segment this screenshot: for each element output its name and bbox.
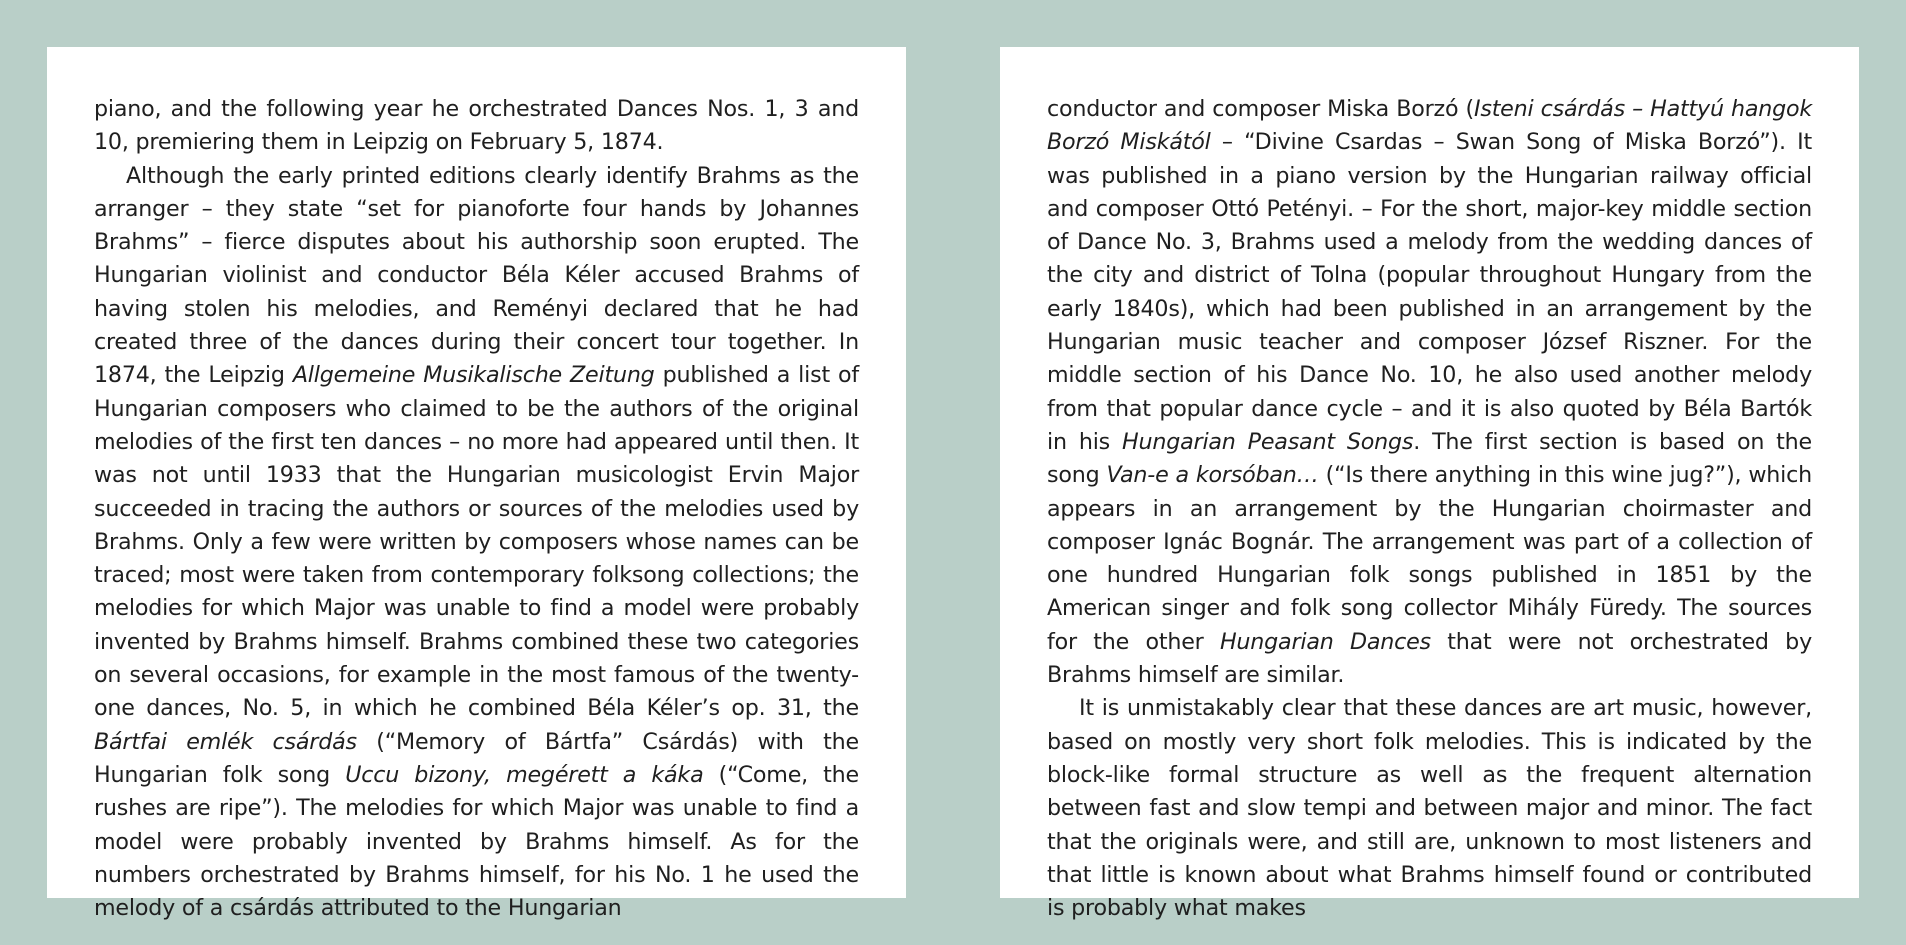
paragraph [1047,692,1812,925]
italic-title: Hungarian Dances [1219,628,1431,655]
left-page-text [94,93,859,925]
text-run: that were not orchestrated by Brahms himself are similar. [1047,628,1812,689]
text-run: . The first section is based on the song [1047,428,1812,489]
italic-title: Isteni csárdás – Hattyú hangok Borzó Miskától [1047,96,1812,156]
italic-title: Van-e a korsóban… [1106,462,1319,489]
text-run: It is unmistakably clear that these dances are art music, however, based on mostly very short folk melodies. This is indicated by the block-like formal structure as well as the frequent alternation between fast and slow tempi and between major and minor. The fact that the originals were, and still are, unknown to most listeners and that little is known about what Brahms himself found or contributed is probably what makes [1047,695,1812,922]
text-run: conductor and composer Miska Borzó ( [1047,96,1474,122]
italic-title: Bártfai emlék csárdás [94,728,357,755]
text-run: (“Come, the rushes are ripe”). The melodies for which Major was unable to find a model were probably invented by Brahms himself. As for the numbers orchestrated by Brahms himself, for his No. 1 he used the melody of a csárdás attributed to the Hungarian [94,761,859,922]
left-page [47,47,906,922]
text-run: published a list of Hungarian composers who claimed to be the authors of the original melodies of the first ten dances – no more had appeared until then. It was not until 1933 that the Hungarian musicologist Ervin Major succeeded in tracing the authors or sources of the melodies used by Brahms. Only a few were written by composers whose names can be traced; most were taken from contemporary folksong collections; the melodies for which Major was unable to find a model were probably invented by Brahms himself. Brahms combined these two categories on several occasions, for example in the most famous of the twenty-one dances, No. 5, in which he combined Béla Kéler’s op. 31, the [94,362,859,722]
paragraph [1047,93,1812,692]
right-page-text [1047,93,1812,925]
text-run: Although the early printed editions clearly identify Brahms as the arranger – they state “set for pianoforte four hands by Johannes Brahms” – fierce disputes about his authorship soon erupted. The Hungarian violinist and conductor Béla Kéler accused Brahms of having stolen his melodies, and Reményi declared that he had created three of the dances during their concert tour together. In 1874, the Leipzig [94,162,859,389]
italic-title: Hungarian Peasant Songs [1122,428,1414,455]
text-run: – “Divine Csardas – Swan Song of Miska Borzó”). It was published in a piano version by the Hungarian railway official and composer Ottó Petényi. – For the short, major-key middle section of Dance No. 3, Brahms used a melody from the wedding dances of the city and district of Tolna (popular throughout Hungary from the early 1840s), which had been published in an arrangement by the Hungarian music teacher and composer József Riszner. For the middle section of his Dance No. 10, he also used another melody from that popular dance cycle – and it is also quoted by Béla Bartók in his [1047,129,1812,455]
italic-title: Uccu bizony, megérett a káka [345,761,704,788]
right-page [1000,47,1859,922]
text-run: piano, and the following year he orchestrated Dances Nos. 1, 3 and 10, premiering them in Leipzig on February 5, 1874. [94,96,859,156]
text-run: (“Is there anything in this wine jug?”), which appears in an arrangement by the Hungarian choirmaster and composer Ignác Bognár. The arrangement was part of a collection of one hundred Hungarian folk songs published in 1851 by the American singer and folk song collector Mihály Füredy. The sources for the other [1047,462,1812,655]
paragraph [94,93,859,160]
italic-title: Allgemeine Musikalische Zeitung [292,362,655,389]
paragraph [94,160,859,926]
text-run: (“Memory of Bártfa” Csárdás) with the Hungarian folk song [94,728,859,788]
